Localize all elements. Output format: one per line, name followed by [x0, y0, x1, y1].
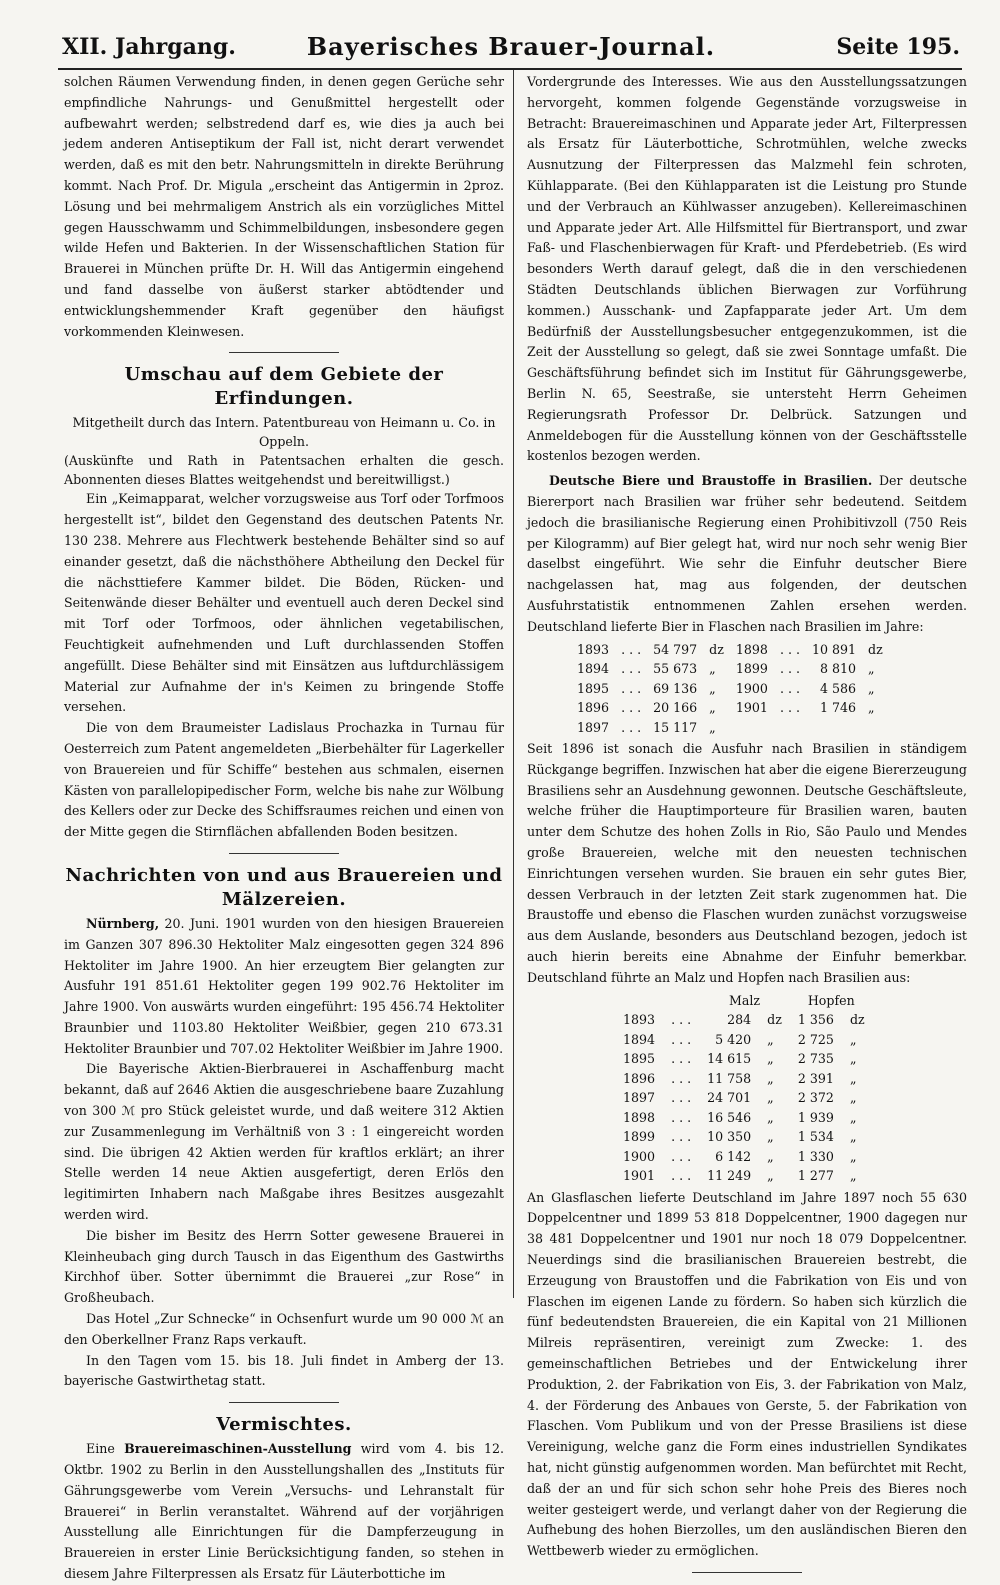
unit-cell: dz — [868, 641, 883, 657]
value-cell: 55 673 — [653, 661, 698, 677]
leader-dots: . . . — [621, 700, 642, 716]
paragraph-brasilien — [527, 471, 967, 637]
unit-cell: „ — [709, 719, 716, 735]
umschau-subtitle: Mitgetheilt durch das Intern. Patentbureau von Heimann u. Co. in Oppeln. — [72, 415, 496, 450]
hopfen-value: 1 534 — [797, 1129, 834, 1145]
value-cell: 1 746 — [819, 700, 857, 716]
paragraph-amberg: In den Tagen vom 15. bis 18. Juli findet in Amberg der 13. bayerische Gastwirthetag statt. — [64, 1352, 504, 1389]
leader-dots: . . . — [779, 641, 800, 657]
dateline-nuernberg: Nürnberg, — [86, 915, 160, 931]
leader-dots: . . . — [671, 1168, 692, 1184]
paragraph-glasflaschen: An Glasflaschen lieferte Deutschland im Jahre 1897 noch 55 630 Doppelcentner und 1899 53 818 Doppelcentner, 1900 dagegen nur 38 481 Doppelcentner und 1901 nur noch 18 079 Doppelcentner. Neuerdings sind die brasilianischen Brauereien bestrebt, die Erzeugung von Braustoffen und die Fabrikation von Eis und von Flaschen im eigenen Lande zu fördern. So haben sich kürzlich die fünf bedeutendsten Brauereien, die ein Kapital von 21 Millionen Milreis repräsentiren, vereinigt zum Zwecke: 1. des gemeinschaftlichen Betriebes und der Entwickelung ihrer Produktion, 2. der Fabrikation von Eis, 3. der Fabrikation von Malz, 4. der Förderung des Anbaues von Gerste, 5. der Fabrikation von Flaschen. Vom Publikum und von der Presse Brasiliens ist diese Vereinigung, welche ganz die Form eines industriellen Syndikates hat, nicht günstig aufgenommen worden. Man befürchtet mit Recht, daß der an und für sich schon sehr hohe Preis des Bieres noch weiter gesteigert werde, und verlangt daher von der Regierung die Aufhebung des hohen Bierzolles, um den ausländischen Bieren den Wettbewerb wieder zu ermöglichen. — [527, 1189, 967, 1559]
nuernberg-text: 20. Juni. 1901 wurden von den hiesigen Brauereien im Ganzen 307 896.30 Hektoliter Malz eingesotten gegen 324 896 Hektoliter im Jahre 1900. An hier erzeugtem Bier gelangten zur Ausfuhr 191 851.61 Hektoliter gegen 199 902.76 Hektoliter im Jahre 1900. Von auswärts wurden eingeführt: 195 456.74 Hektoliter Braunbier und 1103.80 Hektoliter Weißbier, gegen 210 673.31 Hektoliter Braunbier und 707.02 Hektoliter Weißbier im Jahre 1900. — [64, 915, 504, 1056]
value-cell: 54 797 — [653, 641, 698, 657]
leader-dots — [774, 718, 806, 738]
value-cell: 15 117 — [653, 719, 698, 735]
unit-cell: „ — [868, 680, 875, 696]
year-cell: 1894 — [577, 661, 610, 677]
value-cell: 8 810 — [819, 661, 857, 677]
unit-cell: „ — [849, 1031, 857, 1047]
year-cell: 1894 — [623, 1031, 656, 1047]
unit-cell: dz — [849, 1012, 865, 1028]
malz-hopfen-table — [615, 991, 873, 1186]
page-header — [62, 32, 960, 66]
leader-dots: . . . — [671, 1031, 692, 1047]
unit-cell: „ — [767, 1168, 774, 1184]
ausstellung-continuation: Vordergrunde des Interesses. Wie aus den Ausstellungssatzungen hervorgeht, kommen folgende Gegenstände vorzugsweise in Betracht: Brauereimaschinen und Apparate jeder Art, Filterpressen als Ersatz für Läuterbottiche, Schrotmühlen, welche zwecks Ausnutzung der Filterpressen das Malzmehl fein schroten, Kühlapparate. (Bei den Kühlapparaten ist die Leistung pro Stunde und der Verbrauch an Kühlwasser anzugeben). Kellereimaschinen und Apparate jeder Art. Alle Hilfsmittel für Biertransport, und zwar Faß- und Flaschenbierwagen für Kraft- und Pferdebetrieb. (Es wird besonders Werth darauf gelegt, daß die in den verschiedenen Städten Deutschlands üblichen Bierwagen zur Vorführung kommen.) Ausschank- und Zapfapparate jeder Art. Um dem Bedürfniß der Ausstellungsbesucher entgegenzukommen, ist die Zeit der Ausstellung so gelegt, daß sie zwei Sonntage umfaßt. Die Geschäftsführung befindet sich im Institut für Gährungsgewerbe, Berlin N. 65, Seestraße, sie untersteht Herrn Geheimen Regierungsrath Professor Dr. Delbrück. Satzungen und Anmeldebogen für die Ausstellung können von der Geschäftsstelle kostenlos bezogen werden. — [527, 74, 967, 464]
table-row — [615, 1127, 873, 1147]
article-continuation: solchen Räumen Verwendung finden, in denen gegen Gerüche sehr empfindliche Nahrungs- und Genußmittel hergestellt oder aufbewahrt werden; selbstredend darf es, wie dies ja auch bei jedem anderen Antiseptikum der Fall ist, nicht derart verwendet werden, daß es mit den betr. Nahrungsmitteln in direkte Berührung kommt. Nach Prof. Dr. Migula „erscheint das Antigermin in 2proz. Lösung und bei mehrmaligem Anstrich als ein vorzügliches Mittel gegen Hausschwamm und Schimmelbildungen, insbesondere gegen wilde Hefen und Bakterien. In der Wissenschaftlichen Station für Brauerei in München prüfte Dr. H. Will das Antigermin eingehend und fand dasselbe von äußerst starker abtödtender und entwicklungshemmender Kraft gegenüber den häufigst vorkommenden Kleinwesen. — [64, 74, 504, 339]
leader-dots: . . . — [621, 680, 642, 696]
volume-label: XII. Jahrgang. — [62, 34, 236, 60]
malz-value: 284 — [727, 1012, 752, 1028]
leader-dots: . . . — [671, 1051, 692, 1067]
table-row — [571, 659, 889, 679]
unit-cell: „ — [868, 700, 875, 716]
column-divider — [513, 70, 514, 1298]
unit-cell: „ — [849, 1129, 857, 1145]
unit-cell: „ — [849, 1090, 857, 1106]
leader-dots: . . . — [779, 680, 800, 696]
year-cell: 1897 — [623, 1090, 656, 1106]
malz-value: 14 615 — [707, 1051, 752, 1067]
header-rule — [58, 68, 962, 70]
unit-cell: dz — [767, 1012, 782, 1028]
year-cell: 1899 — [735, 661, 768, 677]
leader-dots: . . . — [779, 700, 800, 716]
leader-dots: . . . — [671, 1148, 692, 1164]
malz-value: 10 350 — [707, 1129, 752, 1145]
leader-dots: . . . — [621, 661, 642, 677]
value-cell: 20 166 — [653, 700, 698, 716]
section-rule — [229, 1402, 339, 1403]
year-cell: 1898 — [735, 641, 768, 657]
unit-cell: dz — [709, 641, 724, 657]
section-title-nachrichten: Nachrichten von und aus Brauereien und Mälzereien. — [65, 864, 503, 910]
paragraph-prochazka: Die von dem Braumeister Ladislaus Prochazka in Turnau für Oesterreich zum Patent angemeldeten „Bierbehälter für Lagerkeller von Brauereien und für Schiffe“ bestehen aus schmalen, eisernen Kästen von parallelopipedischer Form, welche bis nahe zur Wölbung des Kellers oder zur Decke des Schiffsraumes reichen und einen von der Mitte gegen die Stirnflächen abfallenden Boden besitzen. — [64, 720, 504, 840]
unit-cell: „ — [767, 1070, 774, 1086]
value-cell: 10 891 — [811, 641, 857, 657]
table-row — [615, 1010, 873, 1030]
unit-cell: „ — [767, 1148, 774, 1164]
ausstellung-bold: Brauereimaschinen-Ausstellung — [124, 1441, 352, 1457]
paragraph-aschaffenburg: Die Bayerische Aktien-Bierbrauerei in Aschaffenburg macht bekannt, daß auf 2646 Aktien die ausgeschriebene baare Zuzahlung von 300 ℳ pro Stück geleistet wurde, und daß weitere 312 Aktien zur Zusammenlegung im Verhältniß von 3 : 1 eingereicht worden sind. Die übrigen 42 Aktien werden für kraftlos erklärt; an ihrer Stelle werden 14 neue Aktien ausgefertigt, deren Erlös den legitimirten Inhabern nach Maßgabe ihres Besitzes ausgezahlt werden wird. — [64, 1061, 504, 1223]
malz-value: 11 758 — [707, 1070, 752, 1086]
section-rule — [692, 1572, 802, 1573]
table-row — [615, 1108, 873, 1128]
malz-value: 5 420 — [715, 1031, 752, 1047]
leader-dots: . . . — [621, 719, 642, 735]
leader-dots: . . . — [671, 1109, 692, 1125]
section-title-umschau: Umschau auf dem Gebiete der Erfindungen. — [124, 364, 444, 410]
hopfen-value: 2 391 — [797, 1070, 834, 1086]
hopfen-value: 1 356 — [797, 1012, 834, 1028]
year-cell: 1897 — [577, 719, 610, 735]
unit-cell: „ — [767, 1031, 774, 1047]
table-row — [615, 1049, 873, 1069]
year-cell: 1893 — [623, 1012, 656, 1028]
table-row — [615, 1030, 873, 1050]
table-row — [571, 640, 889, 660]
unit-cell: „ — [849, 1051, 857, 1067]
ausstellung-text: wird vom 4. bis 12. Oktbr. 1902 zu Berlin in den Ausstellungshallen des „Instituts für Gährungsgewerbe vom Verein „Versuchs- und Lehranstalt für Brauerei“ in Berlin veranstaltet. Während auf der vorjährigen Ausstellung alle Einrichtungen für die Dampferzeugung in Brauereien in erster Linie Berücksichtigung fanden, so stehen in diesem Jahre Filterpressen als Ersatz für Läuterbottiche im — [64, 1441, 505, 1582]
brasilien-heading: Deutsche Biere und Braustoffe in Brasilien. — [549, 473, 873, 489]
journal-title: Bayerisches Brauer-Journal. — [306, 32, 716, 61]
column-header-malz: Malz — [728, 992, 761, 1008]
year-cell: 1900 — [735, 680, 768, 696]
leader-dots: . . . — [671, 1129, 692, 1145]
year-cell: 1900 — [623, 1148, 656, 1164]
page-number: Seite 195. — [836, 34, 960, 60]
unit-cell: „ — [767, 1129, 774, 1145]
leader-dots: . . . — [671, 1070, 692, 1086]
unit-cell: „ — [709, 661, 716, 677]
unit-cell: „ — [849, 1109, 857, 1125]
table-row — [571, 698, 889, 718]
year-cell: 1896 — [623, 1070, 656, 1086]
hopfen-value: 1 330 — [797, 1148, 834, 1164]
table-row — [615, 1069, 873, 1089]
leader-dots: . . . — [671, 1090, 692, 1106]
table-row — [615, 1088, 873, 1108]
paragraph-sotter: Die bisher im Besitz des Herrn Sotter gewesene Brauerei in Kleinheubach ging durch Tausch in das Eigenthum des Gastwirths Kirchhof über. Sotter übernimmt die Brauerei „zur Rose“ in Großheubach. — [64, 1227, 504, 1306]
year-cell: 1895 — [623, 1051, 656, 1067]
malz-value: 11 249 — [707, 1168, 752, 1184]
unit-cell: „ — [709, 680, 716, 696]
malz-value: 24 701 — [707, 1090, 752, 1106]
hopfen-value: 2 372 — [797, 1090, 834, 1106]
malz-value: 16 546 — [707, 1109, 752, 1125]
unit-cell: „ — [767, 1109, 774, 1125]
table-row — [571, 718, 889, 738]
value-cell: 69 136 — [653, 680, 698, 696]
unit-cell: „ — [709, 700, 716, 716]
table-row — [615, 1166, 873, 1186]
left-column — [64, 72, 504, 1585]
year-cell: 1901 — [623, 1168, 656, 1184]
hopfen-value: 1 277 — [797, 1168, 834, 1184]
leader-dots: . . . — [779, 661, 800, 677]
malz-value: 6 142 — [715, 1148, 752, 1164]
leader-dots: . . . — [671, 1012, 692, 1028]
hopfen-value: 2 735 — [797, 1051, 834, 1067]
unit-cell: „ — [767, 1090, 774, 1106]
column-header-hopfen: Hopfen — [807, 992, 855, 1008]
unit-cell: „ — [849, 1070, 857, 1086]
value-cell — [806, 718, 862, 738]
table-row — [615, 1147, 873, 1167]
unit-cell — [862, 718, 889, 738]
hopfen-value: 1 939 — [797, 1109, 834, 1125]
leader-dots: . . . — [621, 641, 642, 657]
year-cell: 1899 — [623, 1129, 656, 1145]
brasilien-text: Der deutsche Biererport nach Brasilien war früher sehr bedeutend. Seitdem jedoch die brasilianische Regierung einen Prohibitivzoll (750 Reis per Kilogramm) auf Bier gelegt hat, wird nur noch sehr wenig Bier daselbst eingeführt. Wie sehr die Einfuhr deutscher Biere nachgelassen hat, mag aus folgenden, der deutschen Ausfuhrstatistik entnommenen Zahlen ersehen werden. Deutschland lieferte Bier in Flaschen nach Brasilien im Jahre: — [527, 473, 968, 634]
hopfen-value: 2 725 — [797, 1031, 834, 1047]
year-cell: 1896 — [577, 700, 610, 716]
year-cell — [730, 718, 774, 738]
ausstellung-pre: Eine — [86, 1441, 125, 1457]
section-rule — [229, 853, 339, 854]
year-cell: 1895 — [577, 680, 610, 696]
paragraph-hotel: Das Hotel „Zur Schnecke“ in Ochsenfurt wurde um 90 000 ℳ an den Oberkellner Franz Raps verkauft. — [64, 1311, 504, 1347]
table-row — [571, 679, 889, 699]
paragraph-nuernberg — [64, 914, 504, 1060]
unit-cell: „ — [868, 661, 875, 677]
table-header-row — [615, 991, 873, 1011]
paragraph-keimapparat: Ein „Keimapparat, welcher vorzugsweise aus Torf oder Torfmoos hergestellt ist“, bildet den Gegenstand des deutschen Patents Nr. 130 238. Mehrere aus Flechtwerk bestehende Behälter sind so auf einander gesetzt, daß die nächsthöhere Abtheilung den Deckel für die nächsttiefere Kammer bildet. Die Böden, Rücken- und Seitenwände dieser Behälter und eventuell auch deren Deckel sind mit Torf oder Torfmoos, oder ähnlichen vegetabilischen, Feuchtigkeit aufnehmenden und Luft durchlassenden Stoffen angefüllt. Diese Behälter sind mit Einsätzen aus luftdurchlässigem Material zur Aufnahme der in's Keimen zu bringende Stoffe versehen. — [64, 491, 504, 715]
unit-cell: „ — [849, 1168, 857, 1184]
section-title-vermischtes: Vermischtes. — [216, 1414, 352, 1436]
paragraph-ausstellung — [64, 1439, 504, 1585]
year-cell: 1901 — [735, 700, 768, 716]
umschau-note: (Auskünfte und Rath in Patentsachen erhalten die gesch. Abonnenten dieses Blattes weitgehendst und bereitwilligst.) — [64, 453, 504, 488]
section-rule — [229, 352, 339, 353]
right-column — [527, 72, 967, 1583]
paragraph-seit-1896: Seit 1896 ist sonach die Ausfuhr nach Brasilien in ständigem Rückgange begriffen. Inzwischen hat aber die eigene Biererzeugung Brasiliens sehr an Ausdehnung gewonnen. Deutsche Geschäftsleute, welche früher die Hauptimporteure für Brasilien waren, bauten unter dem Schutze des hohen Zolls in Rio, São Paulo und Mendes große Brauereien, welche mit den neuesten technischen Einrichtungen versehen wurden. Sie brauen ein sehr gutes Bier, dessen Verbrauch in der letzten Zeit stark zugenommen hat. Die Braustoffe und ebenso die Flaschen wurden zunächst vorzugsweise aus dem Auslande, besonders aus Deutschland bezogen, jedoch ist auch hierin bereits eine Abnahme der Einfuhr bemerkbar. Deutschland führte an Malz und Hopfen nach Brasilien aus: — [527, 741, 967, 985]
year-cell: 1893 — [577, 641, 610, 657]
unit-cell: „ — [849, 1148, 857, 1164]
beer-export-table — [571, 640, 889, 738]
value-cell: 4 586 — [819, 680, 857, 696]
year-cell: 1898 — [623, 1109, 656, 1125]
unit-cell: „ — [767, 1051, 774, 1067]
